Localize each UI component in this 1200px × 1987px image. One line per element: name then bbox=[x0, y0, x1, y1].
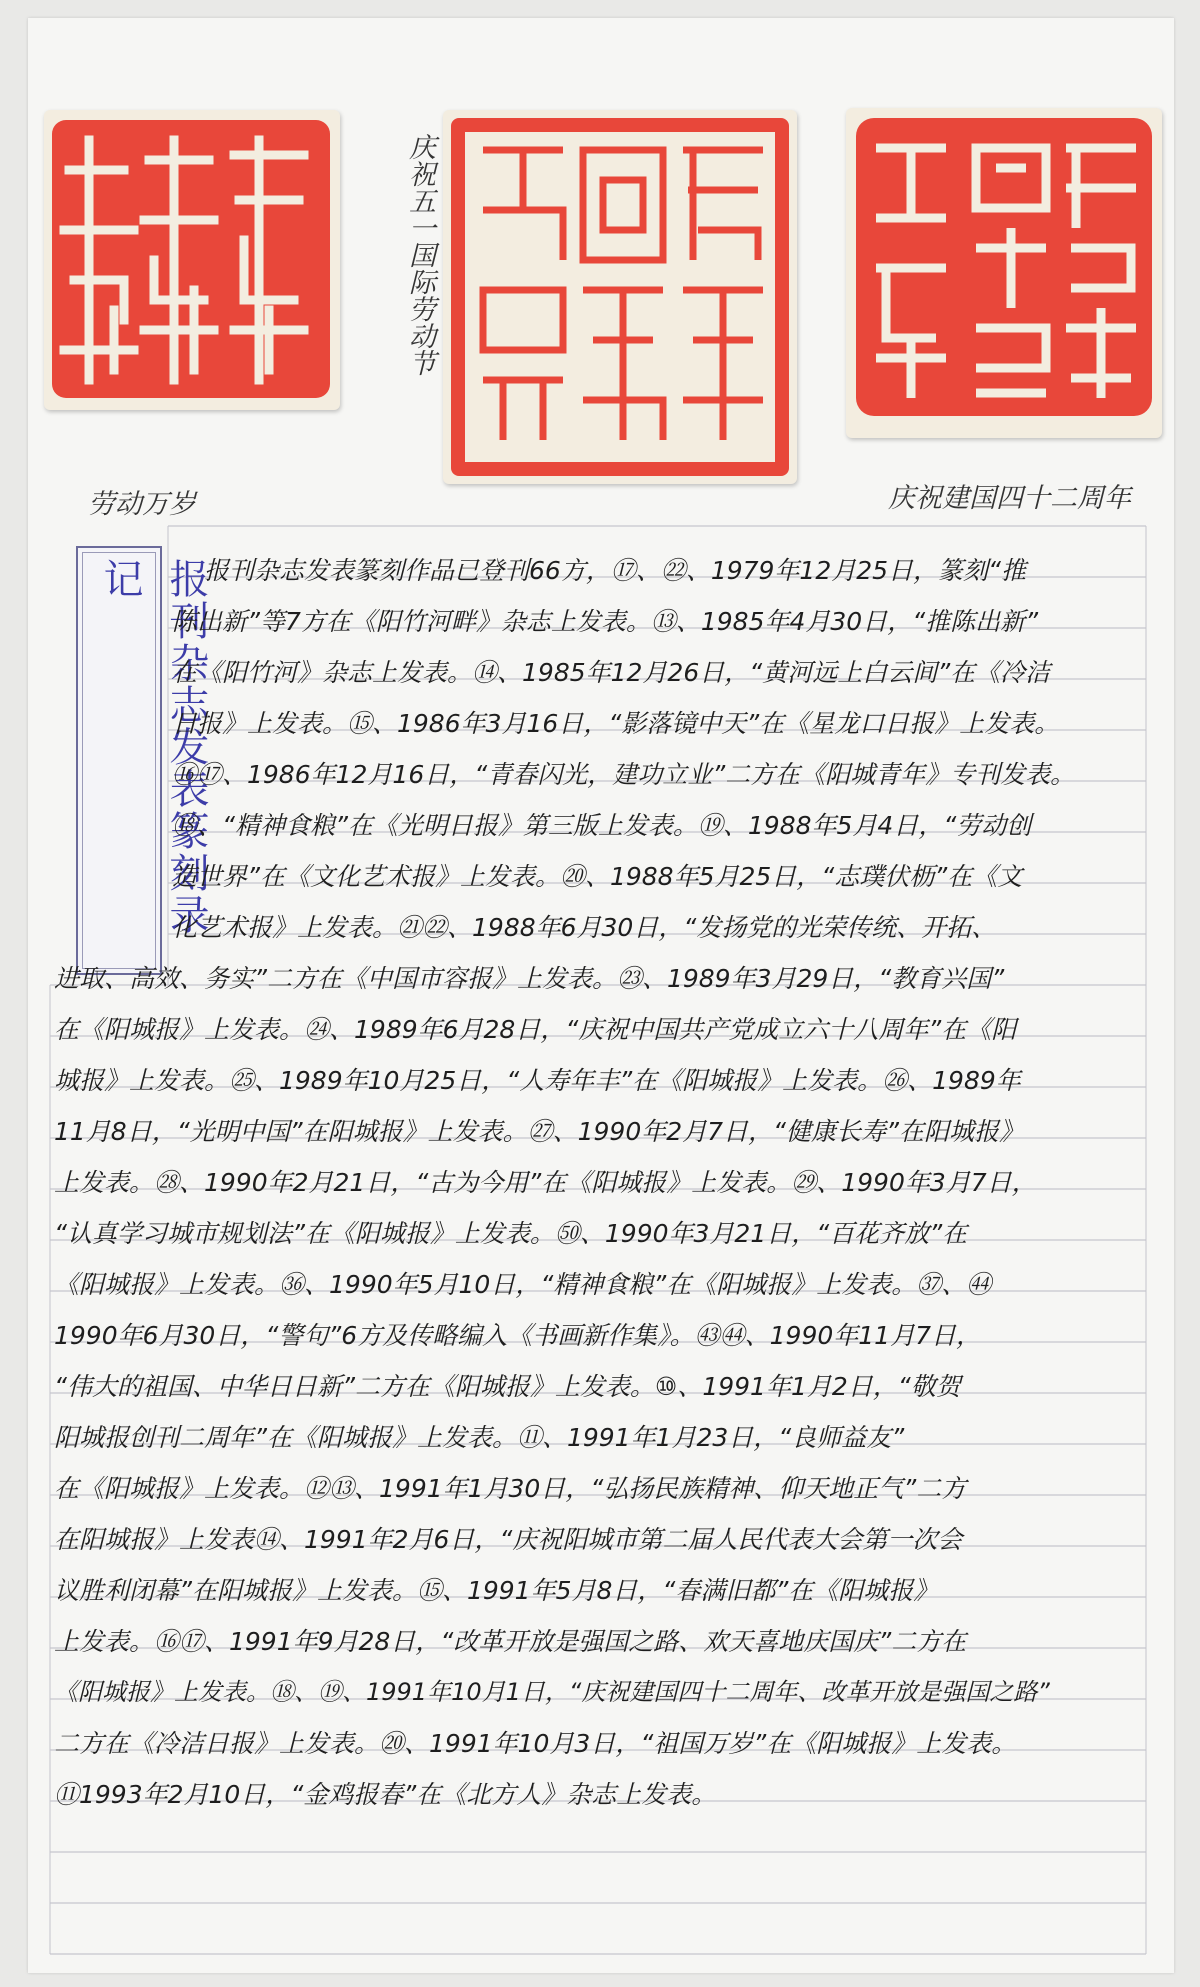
seal-right-impression bbox=[846, 108, 1162, 438]
body-line: ⑪1993年2月10日，“金鸡报春”在《北方人》杂志上发表。 bbox=[54, 1780, 717, 1809]
body-line: 上发表。⑯⑰、1991年9月28日，“改革开放是强国之路、欢天喜地庆国庆”二方在 bbox=[54, 1627, 967, 1656]
body-line: 进取、高效、务实”二方在《中国市容报》上发表。㉓、1989年3月29日，“教育兴国” bbox=[54, 964, 1005, 993]
seal-center-impression bbox=[443, 110, 797, 484]
body-line: 日报》上发表。⑮、1986年3月16日，“影落镜中天”在《星龙口日报》上发表。 bbox=[172, 709, 1060, 738]
body-line: 城报》上发表。㉕、1989年10月25日，“人寿年丰”在《阳城报》上发表。㉖、1989年 bbox=[54, 1066, 1021, 1095]
seal-left-caption: 劳动万岁 bbox=[88, 489, 196, 520]
side-title-box bbox=[76, 546, 209, 975]
seal-card-center bbox=[443, 110, 797, 484]
paper-sheet bbox=[28, 18, 1174, 1973]
body-line: 陈出新”等7方在《阳竹河畔》杂志上发表。⑬、1985年4月30日，“推陈出新” bbox=[172, 607, 1039, 636]
body-line: ⑯⑰、1986年12月16日，“青春闪光，建功立业”二方在《阳城青年》专刊发表。 bbox=[172, 760, 1076, 789]
body-line: 上发表。㉘、1990年2月21日，“古为今用”在《阳城报》上发表。㉙、1990年3月7日， bbox=[54, 1168, 1037, 1197]
body-line: 报刊杂志发表篆刻作品已登刊66方，⑰、㉒、1979年12月25日，篆刻“推 bbox=[204, 556, 1027, 585]
body-line: 《阳城报》上发表。㊱、1990年5月10日，“精神食粮”在《阳城报》上发表。㊲、㊹ bbox=[54, 1270, 992, 1299]
body-line: 在《阳城报》上发表。⑫⑬、1991年1月30日，“弘扬民族精神、仰天地正气”二方 bbox=[54, 1474, 967, 1503]
body-line: ⑱、“精神食粮”在《光明日报》第三版上发表。⑲、1988年5月4日，“劳动创 bbox=[172, 811, 1032, 840]
side-title: 报刊杂志发表篆刻录记 bbox=[97, 558, 209, 936]
body-line: 化艺术报》上发表。㉑㉒、1988年6月30日，“发扬党的光荣传统、开拓、 bbox=[172, 913, 997, 942]
body-line: “伟大的祖国、中华日日新”二方在《阳城报》上发表。⑩、1991年1月2日，“敬贺 bbox=[54, 1372, 961, 1401]
body-line: “认真学习城市规划法”在《阳城报》上发表。㊿、1990年3月21日，“百花齐放”在 bbox=[54, 1219, 968, 1248]
body-line: 在阳城报》上发表⑭、1991年2月6日，“庆祝阳城市第二届人民代表大会第一次会 bbox=[54, 1525, 963, 1554]
body-line: 阳城报创刊二周年”在《阳城报》上发表。⑪、1991年1月23日，“良师益友” bbox=[54, 1423, 905, 1452]
body-line: 在《阳竹河》杂志上发表。⑭、1985年12月26日，“黄河远上白云间”在《冷洁 bbox=[172, 658, 1051, 687]
body-line: 造世界”在《文化艺术报》上发表。⑳、1988年5月25日，“志璞伏枥”在《文 bbox=[172, 862, 1023, 891]
body-line: 在《阳城报》上发表。㉔、1989年6月28日，“庆祝中国共产党成立六十八周年”在《阳 bbox=[54, 1015, 1017, 1044]
seal-center-caption: 庆祝五一国际劳动节 bbox=[404, 133, 435, 376]
body-line: 1990年6月30日，“警句”6方及传略编入《书画新作集》。㊸㊹、1990年11月7日， bbox=[54, 1321, 981, 1350]
seal-card-right bbox=[846, 108, 1162, 438]
body-line: 二方在《冷洁日报》上发表。⑳、1991年10月3日，“祖国万岁”在《阳城报》上发表。 bbox=[54, 1729, 1017, 1758]
seal-card-left bbox=[44, 110, 340, 410]
seal-left-impression bbox=[44, 110, 340, 410]
body-line: 议胜利闭幕”在阳城报》上发表。⑮、1991年5月8日，“春满旧都”在《阳城报》 bbox=[54, 1576, 939, 1605]
seal-right-caption: 庆祝建国四十二周年 bbox=[888, 483, 1131, 514]
body-line: 11月8日，“光明中国”在阳城报》上发表。㉗、1990年2月7日，“健康长寿”在阳城报》 bbox=[54, 1117, 1024, 1146]
body-line: 《阳城报》上发表。⑱、⑲、1991年10月1日，“庆祝建国四十二周年、改革开放是强国之路” bbox=[54, 1678, 1050, 1706]
